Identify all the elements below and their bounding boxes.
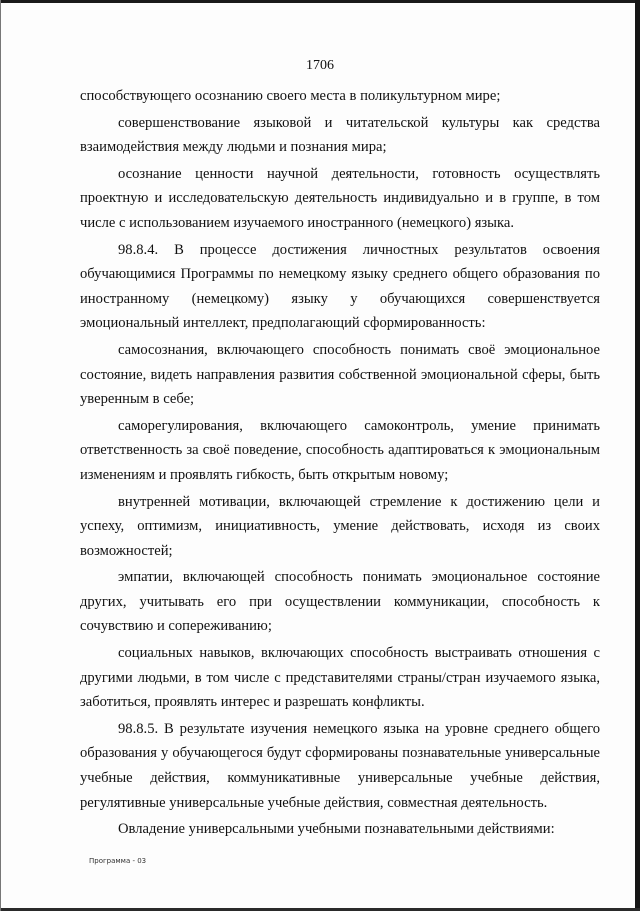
- scan-edge-top: [0, 0, 640, 3]
- paragraph-98-8-4: 98.8.4. В процессе достижения личностных результатов освоения обучающимися Программы по немецкому языку среднего общего образования по иностранному (немецкому) языку у обучающихся совершенствуется эмоциональный интеллект, предполагающий сформированность:: [80, 241, 600, 332]
- paragraph-98-8-5: 98.8.5. В результате изучения немецкого языка на уровне среднего общего образования у обучающегося будут сформированы познавательные универсальные учебные действия, коммуникативные универсальные учебные действия, регулятивные универсальные учебные действия, совместная деятельность.: [80, 720, 600, 811]
- document-body: [80, 84, 600, 842]
- paragraph-social-skills: социальных навыков, включающих способность выстраивать отношения с другими людьми, в том числе с представителями страны/стран изучаемого языка, заботиться, проявлять интерес и разрешать конфликты.: [80, 645, 600, 711]
- footer-label: Программа - 03: [89, 857, 147, 865]
- scan-edge-left: [0, 0, 1, 911]
- paragraph-empathy: эмпатии, включающей способность понимать эмоциональное состояние других, учитывать его при осуществлении коммуникации, способность к сочувствию и сопереживанию;: [80, 569, 600, 635]
- paragraph-self-awareness: самосознания, включающего способность понимать своё эмоциональное состояние, видеть направления развития собственной эмоциональной сферы, быть уверенным в себе;: [80, 341, 600, 408]
- page-number: 1706: [306, 58, 334, 73]
- paragraph-scientific-activity: осознание ценности научной деятельности, готовность осуществлять проектную и исследовательскую деятельность индивидуально и в группе, в том числе с использованием изучаемого иностранного (немецкого) языка.: [80, 165, 600, 231]
- scan-edge-right: [635, 0, 640, 911]
- paragraph-motivation: внутренней мотивации, включающей стремление к достижению цели и успеху, оптимизм, инициативность, умение действовать, исходя из своих возможностей;: [80, 493, 600, 559]
- paragraph-cognitive-actions: Овладение универсальными учебными познавательными действиями:: [118, 821, 555, 838]
- paragraph-language-culture: совершенствование языковой и читательской культуры как средства взаимодействия между людьми и познания мира;: [80, 114, 600, 156]
- paragraph-self-regulation: саморегулирования, включающего самоконтроль, умение принимать ответственность за своё поведение, способность адаптироваться к эмоциональным изменениям и проявлять гибкость, быть открытым новому;: [80, 417, 600, 483]
- paragraph-continuation: способствующего осознанию своего места в поликультурном мире;: [80, 88, 501, 104]
